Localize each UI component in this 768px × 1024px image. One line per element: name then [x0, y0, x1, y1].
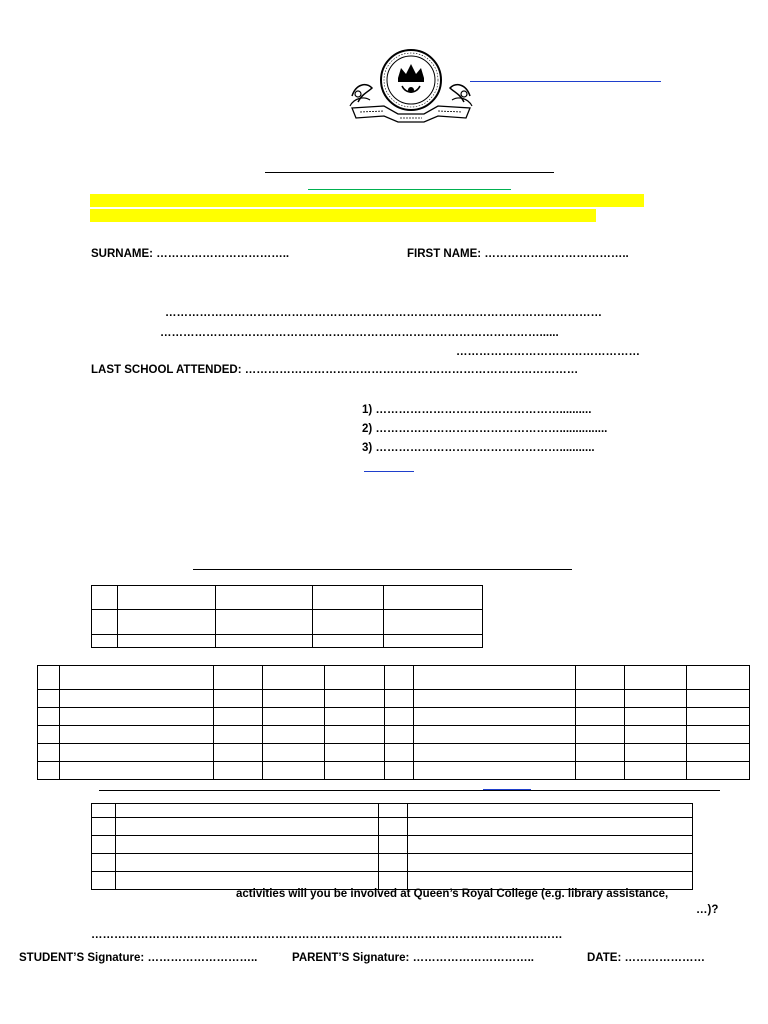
- activities-question-line-1: activities will you be involved at Queen’s Royal College (e.g. library assistance,: [236, 888, 669, 900]
- table-cell[interactable]: [625, 666, 687, 690]
- table-cell[interactable]: [263, 762, 325, 780]
- table-cell[interactable]: [325, 726, 385, 744]
- date-dots: …………………: [624, 952, 705, 964]
- table-cell[interactable]: [687, 762, 750, 780]
- table-cell[interactable]: [325, 690, 385, 708]
- table-cell[interactable]: [92, 610, 118, 635]
- activities-question-line-2: …)?: [696, 904, 719, 916]
- table-cell[interactable]: [325, 666, 385, 690]
- table-cell[interactable]: [60, 666, 214, 690]
- table-cell[interactable]: [414, 744, 576, 762]
- table-cell[interactable]: [414, 690, 576, 708]
- table-cell[interactable]: [214, 762, 263, 780]
- table-cell[interactable]: [60, 762, 214, 780]
- list-item-dots: …………………………………………...........: [375, 442, 595, 454]
- table-cell[interactable]: [313, 586, 384, 610]
- table-cell[interactable]: [379, 818, 408, 836]
- table-cell[interactable]: [38, 762, 60, 780]
- table-cell[interactable]: [576, 690, 625, 708]
- list-item-number: 2): [362, 423, 373, 435]
- table-cell[interactable]: [38, 708, 60, 726]
- table-cell[interactable]: [325, 744, 385, 762]
- list-item-1[interactable]: [362, 404, 591, 416]
- table-cell[interactable]: [385, 708, 414, 726]
- results-table-small: [91, 585, 483, 648]
- table-cell[interactable]: [576, 762, 625, 780]
- table-cell[interactable]: [60, 744, 214, 762]
- table-cell[interactable]: [625, 708, 687, 726]
- green-underline: [308, 189, 511, 190]
- table-cell[interactable]: [60, 726, 214, 744]
- table-cell[interactable]: [92, 804, 116, 818]
- list-item-dots: …………………………………………...............: [375, 423, 608, 435]
- table-cell[interactable]: [408, 836, 693, 854]
- activities-table: [91, 803, 693, 890]
- blue-underline-small: [364, 471, 414, 472]
- list-item-dots: …………………………………………..........: [375, 404, 592, 416]
- table-cell[interactable]: [414, 726, 576, 744]
- table-cell[interactable]: [384, 586, 483, 610]
- parent-signature-field[interactable]: [292, 952, 534, 964]
- table-cell[interactable]: [116, 804, 379, 818]
- table-cell[interactable]: [118, 586, 216, 610]
- first-name-field[interactable]: [407, 248, 629, 260]
- table-cell[interactable]: [625, 762, 687, 780]
- table-cell[interactable]: [60, 708, 214, 726]
- table-cell[interactable]: [214, 690, 263, 708]
- table-cell[interactable]: [408, 804, 693, 818]
- table-cell[interactable]: [92, 635, 118, 648]
- table-cell[interactable]: [216, 586, 313, 610]
- table-cell[interactable]: [263, 666, 325, 690]
- separator-blue-fragment: [483, 789, 531, 790]
- list-item-number: 1): [362, 404, 373, 416]
- parent-signature-dots: …………………………..: [412, 952, 534, 964]
- last-school-field[interactable]: [91, 364, 578, 376]
- table-cell[interactable]: [313, 610, 384, 635]
- table-cell[interactable]: [92, 586, 118, 610]
- table-cell[interactable]: [408, 872, 693, 890]
- highlight-bar-1: [90, 194, 644, 207]
- address-line-2[interactable]: ………………………………………………………………………………………......: [160, 327, 559, 339]
- table-cell[interactable]: [576, 708, 625, 726]
- title-underline: [265, 172, 554, 173]
- separator-line: [99, 790, 720, 791]
- table-cell[interactable]: [118, 635, 216, 648]
- table-cell[interactable]: [263, 726, 325, 744]
- table-cell[interactable]: [92, 836, 116, 854]
- table-cell[interactable]: [408, 854, 693, 872]
- table-cell[interactable]: [214, 744, 263, 762]
- table-cell[interactable]: [116, 836, 379, 854]
- surname-dots: ……………………………..: [156, 248, 290, 260]
- results-table-wide: [37, 665, 750, 780]
- table-cell[interactable]: [379, 804, 408, 818]
- table-cell[interactable]: [385, 762, 414, 780]
- table-cell[interactable]: [379, 872, 408, 890]
- first-name-dots: ………………………………..: [484, 248, 629, 260]
- college-crest-icon: [348, 48, 474, 124]
- table-cell[interactable]: [325, 708, 385, 726]
- table-cell[interactable]: [263, 708, 325, 726]
- section-underline: [193, 569, 572, 570]
- table-cell[interactable]: [625, 726, 687, 744]
- table-cell[interactable]: [263, 744, 325, 762]
- table-cell[interactable]: [414, 708, 576, 726]
- student-signature-label: STUDENT’S Signature:: [19, 952, 145, 964]
- first-name-label: FIRST NAME:: [407, 248, 482, 260]
- table-cell[interactable]: [576, 666, 625, 690]
- table-cell[interactable]: [385, 726, 414, 744]
- date-label: DATE:: [587, 952, 622, 964]
- table-cell[interactable]: [38, 744, 60, 762]
- student-signature-dots: ………………………..: [147, 952, 258, 964]
- table-cell[interactable]: [576, 726, 625, 744]
- blue-underline-top: [470, 81, 661, 82]
- table-cell[interactable]: [38, 726, 60, 744]
- table-cell[interactable]: [384, 610, 483, 635]
- table-cell[interactable]: [92, 854, 116, 872]
- table-cell[interactable]: [325, 762, 385, 780]
- table-cell[interactable]: [38, 666, 60, 690]
- table-cell[interactable]: [116, 872, 379, 890]
- table-cell[interactable]: [214, 708, 263, 726]
- table-cell[interactable]: [385, 744, 414, 762]
- table-cell[interactable]: [625, 744, 687, 762]
- surname-field[interactable]: [91, 248, 289, 260]
- table-cell[interactable]: [60, 690, 214, 708]
- table-cell[interactable]: [687, 744, 750, 762]
- date-field[interactable]: [587, 952, 705, 964]
- surname-label: SURNAME:: [91, 248, 153, 260]
- last-school-dots: ……………………………………………………………………………: [244, 364, 579, 376]
- table-cell[interactable]: [385, 666, 414, 690]
- table-cell[interactable]: [263, 690, 325, 708]
- table-cell[interactable]: [313, 635, 384, 648]
- address-line-1[interactable]: ……………………………………………………………………………………………………: [165, 307, 602, 319]
- table-cell[interactable]: [92, 872, 116, 890]
- table-cell[interactable]: [214, 726, 263, 744]
- table-cell[interactable]: [118, 610, 216, 635]
- last-school-label: LAST SCHOOL ATTENDED:: [91, 364, 242, 376]
- table-cell[interactable]: [116, 854, 379, 872]
- table-cell[interactable]: [408, 818, 693, 836]
- table-cell[interactable]: [92, 818, 116, 836]
- list-item-2[interactable]: [362, 423, 607, 435]
- table-cell[interactable]: [385, 690, 414, 708]
- table-cell[interactable]: [414, 762, 576, 780]
- table-cell[interactable]: [116, 818, 379, 836]
- table-cell[interactable]: [214, 666, 263, 690]
- list-item-number: 3): [362, 442, 373, 454]
- activities-answer-line[interactable]: ……………………………………………………………………………………………………………: [91, 929, 563, 941]
- list-item-3[interactable]: [362, 442, 595, 454]
- table-cell[interactable]: [216, 635, 313, 648]
- table-cell[interactable]: [384, 635, 483, 648]
- address-line-3[interactable]: …………………………………………: [456, 346, 640, 358]
- table-cell[interactable]: [216, 610, 313, 635]
- table-cell[interactable]: [576, 744, 625, 762]
- table-cell[interactable]: [687, 726, 750, 744]
- student-signature-field[interactable]: [19, 952, 257, 964]
- table-cell[interactable]: [625, 690, 687, 708]
- highlight-bar-2: [90, 209, 596, 222]
- table-cell[interactable]: [379, 836, 408, 854]
- table-cell[interactable]: [38, 690, 60, 708]
- parent-signature-label: PARENT’S Signature:: [292, 952, 410, 964]
- table-cell[interactable]: [414, 666, 576, 690]
- table-cell[interactable]: [379, 854, 408, 872]
- table-cell[interactable]: [687, 690, 750, 708]
- table-cell[interactable]: [687, 708, 750, 726]
- table-cell[interactable]: [687, 666, 750, 690]
